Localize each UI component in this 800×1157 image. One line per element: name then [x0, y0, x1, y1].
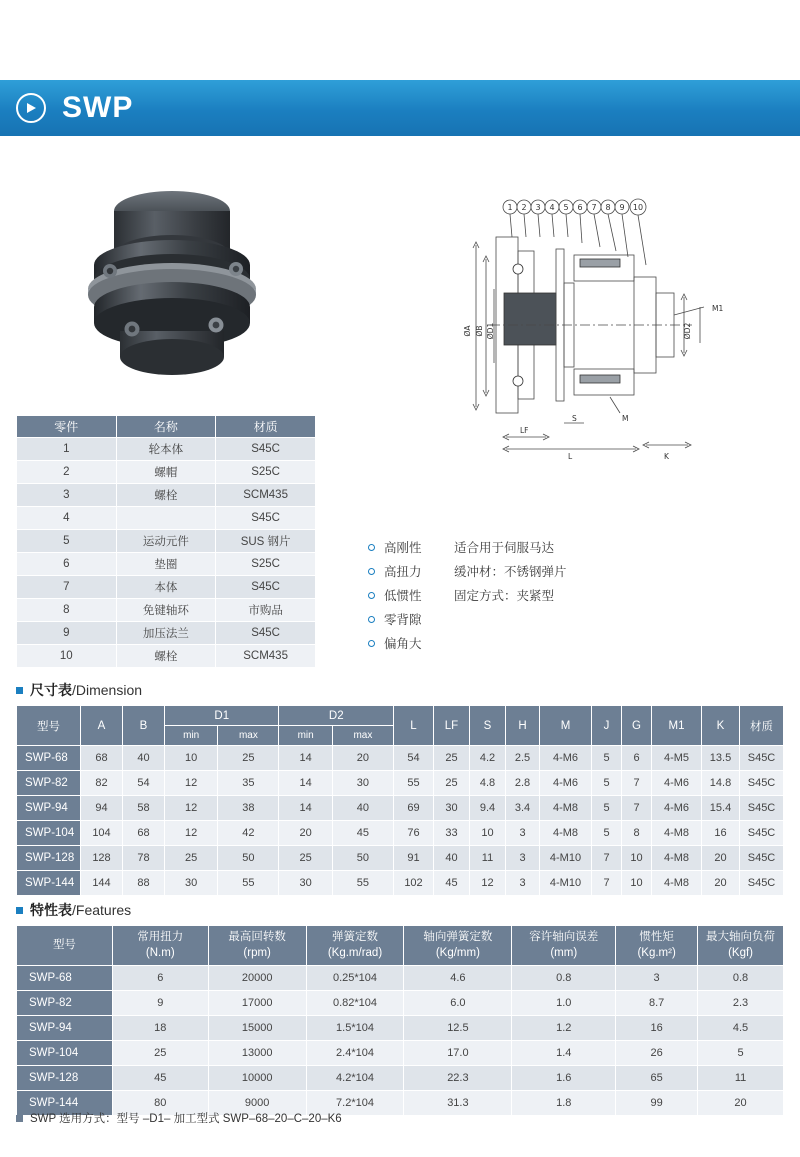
list-item	[368, 631, 788, 655]
dim-col-m1: M1	[652, 706, 702, 746]
part-name: 螺栓	[116, 484, 216, 507]
dim-cell: 4-M6	[540, 746, 592, 771]
dim-cell: 9.4	[470, 796, 506, 821]
feat-cell: 22.3	[404, 1066, 512, 1091]
feat-cell: 2.3	[698, 991, 784, 1016]
table-row	[17, 846, 784, 871]
svg-text:L: L	[568, 452, 573, 461]
play-arrow-icon	[16, 93, 46, 123]
dim-model: SWP-104	[17, 821, 81, 846]
bullet-circle-icon	[368, 592, 375, 599]
dim-col-d1-min: min	[165, 726, 218, 746]
dim-cell: 69	[394, 796, 434, 821]
list-item	[368, 607, 788, 631]
dim-cell: 6	[622, 746, 652, 771]
feat-cell: 20	[698, 1091, 784, 1116]
dim-cell: 10	[622, 846, 652, 871]
feat-cell: 1.6	[512, 1066, 616, 1091]
bullet-key: 零背隙	[384, 613, 422, 627]
dim-cell: 10	[165, 746, 218, 771]
part-no: 1	[17, 438, 117, 461]
part-name: 免键轴环	[116, 599, 216, 622]
dim-cell: S45C	[740, 821, 784, 846]
feat-cell: 10000	[208, 1066, 306, 1091]
svg-text:ØA: ØA	[463, 325, 472, 337]
feat-cell: 20000	[208, 966, 306, 991]
dim-cell: 4-M6	[652, 771, 702, 796]
feat-cell: 8.7	[616, 991, 698, 1016]
dim-cell: 30	[434, 796, 470, 821]
dim-col-m: M	[540, 706, 592, 746]
dim-cell: 14	[279, 771, 332, 796]
dim-cell: 7	[592, 846, 622, 871]
dim-col-g: G	[622, 706, 652, 746]
table-row	[17, 438, 316, 461]
feat-cell: 45	[112, 1066, 208, 1091]
table-row	[17, 530, 316, 553]
svg-text:5: 5	[563, 203, 569, 212]
part-no: 4	[17, 507, 117, 530]
dim-cell: 20	[702, 846, 740, 871]
svg-text:10: 10	[632, 203, 644, 212]
dim-cell: 8	[622, 821, 652, 846]
svg-text:7: 7	[591, 203, 597, 212]
dim-cell: 55	[218, 871, 279, 896]
dim-cell: 42	[218, 821, 279, 846]
dim-cell: 15.4	[702, 796, 740, 821]
feat-cell: 25	[112, 1041, 208, 1066]
dim-cell: 12	[165, 821, 218, 846]
footer-note	[16, 1110, 786, 1126]
part-no: 6	[17, 553, 117, 576]
feat-col-max-axial-load: 最大轴向负荷 (Kgf)	[698, 926, 784, 966]
dim-cell: 7	[622, 771, 652, 796]
square-bullet-icon	[16, 1115, 23, 1122]
dim-cell: 104	[81, 821, 123, 846]
feat-cell: 9	[112, 991, 208, 1016]
dim-cell: 4-M8	[540, 796, 592, 821]
part-material: SCM435	[216, 645, 316, 668]
parts-table	[16, 415, 316, 668]
dim-cell: S45C	[740, 846, 784, 871]
page-title: SWP	[62, 91, 134, 124]
features-table	[16, 925, 784, 1116]
dim-col-a: A	[81, 706, 123, 746]
dimension-table	[16, 705, 784, 896]
bullet-key: 偏角大	[384, 637, 422, 651]
svg-text:2: 2	[521, 203, 527, 212]
dim-col-model: 型号	[17, 706, 81, 746]
dim-cell: 12	[470, 871, 506, 896]
dim-cell: S45C	[740, 796, 784, 821]
dim-cell: S45C	[740, 871, 784, 896]
dim-cell: 3	[506, 846, 540, 871]
dim-cell: 20	[332, 746, 393, 771]
part-name: 运动元件	[116, 530, 216, 553]
dim-cell: 68	[81, 746, 123, 771]
svg-text:K: K	[664, 452, 669, 461]
svg-text:LF: LF	[520, 426, 529, 435]
dim-cell: 7	[622, 796, 652, 821]
dim-cell: 11	[470, 846, 506, 871]
dim-cell: 58	[123, 796, 165, 821]
parts-col-name: 名称	[116, 416, 216, 438]
bullet-circle-icon	[368, 616, 375, 623]
dim-cell: 7	[592, 871, 622, 896]
table-row	[17, 796, 784, 821]
dim-cell: 4-M8	[652, 821, 702, 846]
feat-cell: 18	[112, 1016, 208, 1041]
list-item	[368, 535, 788, 559]
bullet-key: 高刚性	[384, 541, 422, 555]
svg-text:ØD2: ØD2	[683, 322, 692, 340]
feat-cell: 26	[616, 1041, 698, 1066]
dim-cell: 2.5	[506, 746, 540, 771]
feat-model: SWP-68	[17, 966, 113, 991]
dim-model: SWP-82	[17, 771, 81, 796]
part-no: 8	[17, 599, 117, 622]
part-no: 2	[17, 461, 117, 484]
dim-cell: 82	[81, 771, 123, 796]
features-header-row	[17, 926, 784, 966]
dim-cell: 68	[123, 821, 165, 846]
dim-cell: 91	[394, 846, 434, 871]
dim-cell: 10	[470, 821, 506, 846]
dim-cell: 40	[123, 746, 165, 771]
feat-cell: 0.8	[512, 966, 616, 991]
part-material: SUS 钢片	[216, 530, 316, 553]
feat-cell: 4.6	[404, 966, 512, 991]
part-material: S25C	[216, 461, 316, 484]
feat-cell: 99	[616, 1091, 698, 1116]
table-row	[17, 1041, 784, 1066]
dim-cell: 3.4	[506, 796, 540, 821]
dim-cell: 45	[332, 821, 393, 846]
dim-cell: 4.2	[470, 746, 506, 771]
bullet-value: 适合用于伺服马达	[454, 541, 555, 555]
dim-col-d2: D2	[279, 706, 394, 726]
dim-cell: 4-M10	[540, 871, 592, 896]
table-row	[17, 507, 316, 530]
part-name: 本体	[116, 576, 216, 599]
dim-cell: 25	[218, 746, 279, 771]
dim-cell: 4-M6	[652, 796, 702, 821]
feat-cell: 3	[616, 966, 698, 991]
dim-col-l: L	[394, 706, 434, 746]
part-no: 5	[17, 530, 117, 553]
dim-cell: 12	[165, 796, 218, 821]
dim-cell: 54	[394, 746, 434, 771]
dim-cell: 50	[332, 846, 393, 871]
svg-text:S: S	[572, 414, 577, 423]
part-name: 螺栓	[116, 645, 216, 668]
part-name: 轮本体	[116, 438, 216, 461]
feat-model: SWP-128	[17, 1066, 113, 1091]
dim-cell: 13.5	[702, 746, 740, 771]
table-row	[17, 576, 316, 599]
bullet-value: 缓冲材：不锈钢弹片	[454, 565, 567, 579]
table-row	[17, 821, 784, 846]
dim-col-k: K	[702, 706, 740, 746]
part-material: S25C	[216, 553, 316, 576]
part-material: S45C	[216, 576, 316, 599]
dim-cell: 35	[218, 771, 279, 796]
dim-cell: 40	[434, 846, 470, 871]
part-no: 3	[17, 484, 117, 507]
table-row	[17, 553, 316, 576]
dim-col-d1: D1	[165, 706, 279, 726]
feat-cell: 1.0	[512, 991, 616, 1016]
dim-cell: 20	[702, 871, 740, 896]
feat-col-model: 型号	[17, 926, 113, 966]
dim-cell: 14	[279, 746, 332, 771]
feat-cell: 1.5*104	[306, 1016, 404, 1041]
bullet-circle-icon	[368, 640, 375, 647]
feat-cell: 0.25*104	[306, 966, 404, 991]
feat-cell: 1.2	[512, 1016, 616, 1041]
table-row	[17, 746, 784, 771]
table-row	[17, 991, 784, 1016]
parts-table-header-row	[17, 416, 316, 438]
dim-col-lf: LF	[434, 706, 470, 746]
dim-model: SWP-128	[17, 846, 81, 871]
table-row	[17, 599, 316, 622]
dim-cell: 144	[81, 871, 123, 896]
product-photo	[40, 165, 330, 380]
dim-col-h: H	[506, 706, 540, 746]
feat-cell: 31.3	[404, 1091, 512, 1116]
svg-text:ØD1: ØD1	[486, 322, 495, 340]
dim-cell: 25	[434, 771, 470, 796]
dim-cell: 3	[506, 871, 540, 896]
dim-cell: 5	[592, 746, 622, 771]
dimension-header-row-1	[17, 706, 784, 726]
dim-model: SWP-94	[17, 796, 81, 821]
feat-cell: 7.2*104	[306, 1091, 404, 1116]
svg-text:ØB: ØB	[475, 325, 484, 337]
dim-col-d2-min: min	[279, 726, 332, 746]
dim-cell: 14	[279, 796, 332, 821]
feat-model: SWP-94	[17, 1016, 113, 1041]
feat-model: SWP-82	[17, 991, 113, 1016]
feat-cell: 1.8	[512, 1091, 616, 1116]
dim-cell: 3	[506, 821, 540, 846]
dim-col-material: 材质	[740, 706, 784, 746]
part-name	[116, 507, 216, 530]
dim-cell: 25	[165, 846, 218, 871]
table-row	[17, 771, 784, 796]
dim-cell: 20	[279, 821, 332, 846]
parts-col-no: 零件	[17, 416, 117, 438]
dim-cell: 16	[702, 821, 740, 846]
dim-cell: 40	[332, 796, 393, 821]
dim-cell: S45C	[740, 771, 784, 796]
dim-model: SWP-68	[17, 746, 81, 771]
dim-cell: 33	[434, 821, 470, 846]
dim-cell: 76	[394, 821, 434, 846]
dim-cell: 5	[592, 771, 622, 796]
feat-cell: 2.4*104	[306, 1041, 404, 1066]
dim-cell: S45C	[740, 746, 784, 771]
feat-col-spring-const: 弹簧定数 (Kg.m/rad)	[306, 926, 404, 966]
dimension-section-heading	[16, 680, 142, 700]
dim-cell: 55	[394, 771, 434, 796]
dim-cell: 4-M8	[540, 821, 592, 846]
svg-text:M1: M1	[712, 304, 724, 313]
part-no: 7	[17, 576, 117, 599]
dim-cell: 45	[434, 871, 470, 896]
table-row	[17, 1016, 784, 1041]
feat-cell: 13000	[208, 1041, 306, 1066]
feat-cell: 17.0	[404, 1041, 512, 1066]
part-material: S45C	[216, 507, 316, 530]
dim-cell: 25	[434, 746, 470, 771]
dim-col-j: J	[592, 706, 622, 746]
dim-cell: 5	[592, 796, 622, 821]
bullet-key: 低惯性	[384, 589, 422, 603]
dim-cell: 4-M6	[540, 771, 592, 796]
technical-drawing	[460, 185, 780, 465]
part-material: S45C	[216, 622, 316, 645]
dim-cell: 12	[165, 771, 218, 796]
feat-cell: 0.8	[698, 966, 784, 991]
dim-cell: 88	[123, 871, 165, 896]
dim-cell: 128	[81, 846, 123, 871]
dim-cell: 5	[592, 821, 622, 846]
bullet-key: 高扭力	[384, 565, 422, 579]
feat-cell: 15000	[208, 1016, 306, 1041]
feat-cell: 11	[698, 1066, 784, 1091]
table-row	[17, 484, 316, 507]
dim-cell: 4-M8	[652, 846, 702, 871]
feat-cell: 17000	[208, 991, 306, 1016]
list-item	[368, 583, 788, 607]
dim-cell: 102	[394, 871, 434, 896]
dim-col-b: B	[123, 706, 165, 746]
part-material: 市购品	[216, 599, 316, 622]
dim-cell: 14.8	[702, 771, 740, 796]
dim-cell: 4-M10	[540, 846, 592, 871]
page-header	[0, 80, 800, 136]
feat-cell: 4.2*104	[306, 1066, 404, 1091]
part-name: 垫圈	[116, 553, 216, 576]
part-name: 加压法兰	[116, 622, 216, 645]
dim-cell: 38	[218, 796, 279, 821]
feature-bullet-list	[368, 535, 788, 655]
dimension-heading-cn: 尺寸表	[30, 682, 72, 698]
square-bullet-icon	[16, 907, 23, 914]
features-heading-en: /Features	[72, 902, 132, 918]
feat-cell: 80	[112, 1091, 208, 1116]
bullet-circle-icon	[368, 568, 375, 575]
table-row	[17, 871, 784, 896]
table-row	[17, 1066, 784, 1091]
svg-text:9: 9	[619, 203, 625, 212]
dim-cell: 10	[622, 871, 652, 896]
dim-cell: 4-M5	[652, 746, 702, 771]
table-row	[17, 645, 316, 668]
part-no: 9	[17, 622, 117, 645]
feat-col-max-rpm: 最高回转数 (rpm)	[208, 926, 306, 966]
feat-col-axial-spring-const: 轴向弹簧定数 (Kg/mm)	[404, 926, 512, 966]
dim-cell: 2.8	[506, 771, 540, 796]
feat-cell: 4.5	[698, 1016, 784, 1041]
dim-cell: 55	[332, 871, 393, 896]
feat-cell: 16	[616, 1016, 698, 1041]
dimension-heading-en: /Dimension	[72, 682, 143, 698]
dim-cell: 25	[279, 846, 332, 871]
svg-text:1: 1	[507, 203, 513, 212]
feat-model: SWP-104	[17, 1041, 113, 1066]
dim-cell: 4.8	[470, 771, 506, 796]
features-heading-cn: 特性表	[30, 902, 72, 918]
dim-cell: 50	[218, 846, 279, 871]
features-section-heading	[16, 900, 131, 920]
svg-text:M: M	[622, 414, 629, 423]
parts-col-material: 材质	[216, 416, 316, 438]
square-bullet-icon	[16, 687, 23, 694]
table-row	[17, 966, 784, 991]
feat-col-axial-tolerance: 容许轴向误差 (mm)	[512, 926, 616, 966]
table-row	[17, 622, 316, 645]
feat-cell: 1.4	[512, 1041, 616, 1066]
feat-cell: 65	[616, 1066, 698, 1091]
dim-col-d1-max: max	[218, 726, 279, 746]
feat-col-inertia: 惯性矩 (Kg.m²)	[616, 926, 698, 966]
dim-cell: 30	[165, 871, 218, 896]
footer-note-text: SWP 选用方式：型号 –D1– 加工型式 SWP–68–20–C–20–K6	[30, 1113, 342, 1125]
feat-model: SWP-144	[17, 1091, 113, 1116]
dim-cell: 4-M8	[652, 871, 702, 896]
dim-col-d2-max: max	[332, 726, 393, 746]
part-name: 螺帽	[116, 461, 216, 484]
feat-cell: 12.5	[404, 1016, 512, 1041]
svg-text:4: 4	[549, 203, 555, 212]
feat-cell: 6.0	[404, 991, 512, 1016]
svg-text:3: 3	[535, 203, 541, 212]
bullet-value: 固定方式：夹紧型	[454, 589, 555, 603]
feat-cell: 9000	[208, 1091, 306, 1116]
part-material: SCM435	[216, 484, 316, 507]
dim-cell: 78	[123, 846, 165, 871]
part-no: 10	[17, 645, 117, 668]
dim-cell: 54	[123, 771, 165, 796]
dim-model: SWP-144	[17, 871, 81, 896]
dim-cell: 30	[332, 771, 393, 796]
feat-col-torque: 常用扭力 (N.m)	[112, 926, 208, 966]
dim-cell: 94	[81, 796, 123, 821]
svg-text:8: 8	[605, 203, 611, 212]
bullet-circle-icon	[368, 544, 375, 551]
list-item	[368, 559, 788, 583]
table-row	[17, 461, 316, 484]
feat-cell: 6	[112, 966, 208, 991]
svg-text:6: 6	[577, 203, 583, 212]
part-material: S45C	[216, 438, 316, 461]
feat-cell: 5	[698, 1041, 784, 1066]
dim-col-s: S	[470, 706, 506, 746]
dim-cell: 30	[279, 871, 332, 896]
feat-cell: 0.82*104	[306, 991, 404, 1016]
